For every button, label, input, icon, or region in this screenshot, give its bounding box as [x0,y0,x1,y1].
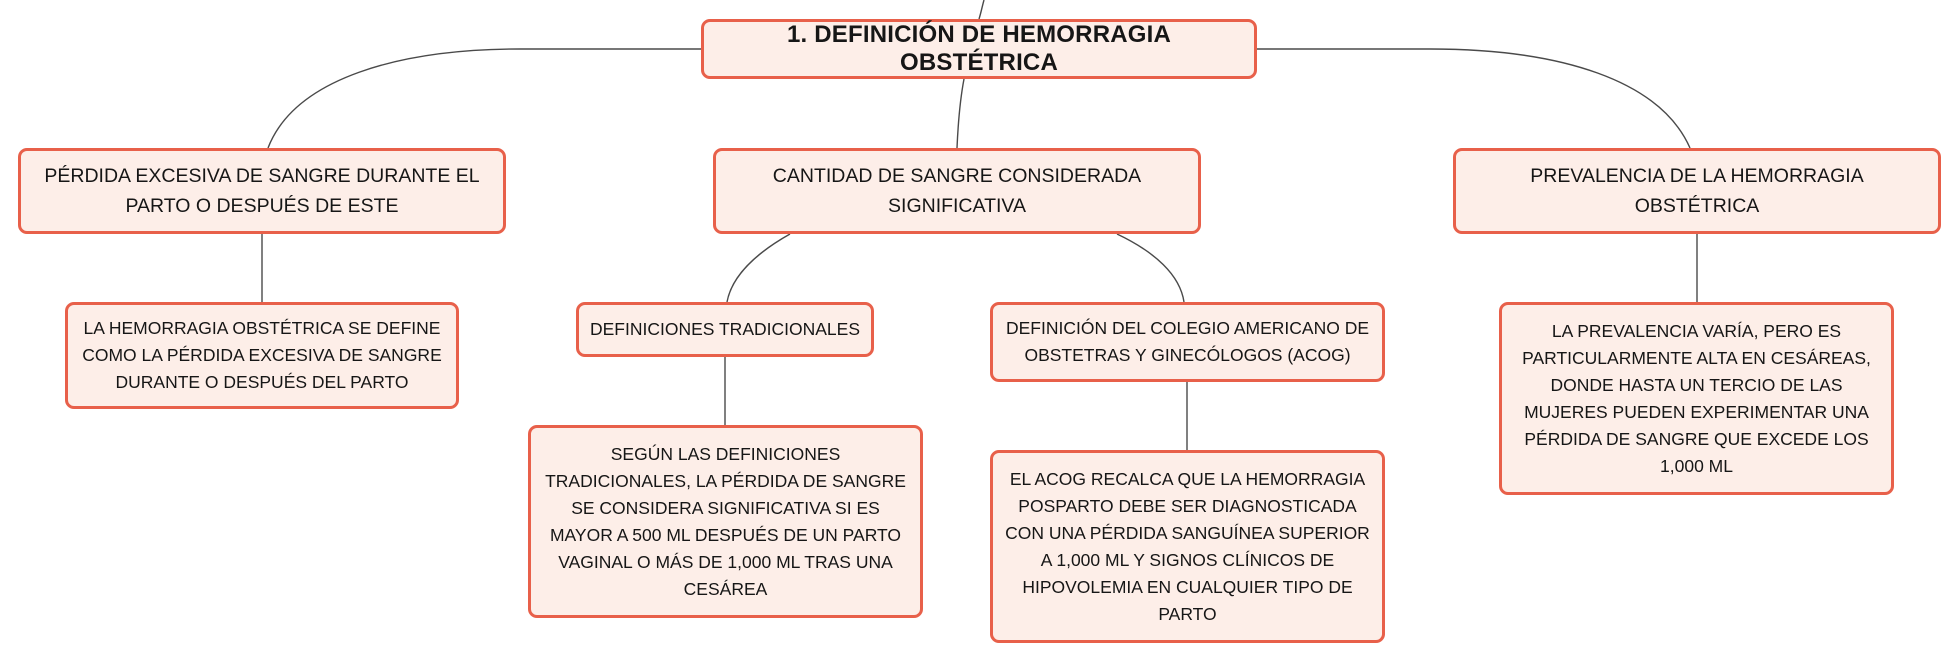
detail-node-tradicionales[interactable] [528,425,923,618]
topic-node-perdida-excesiva[interactable] [18,148,506,234]
topic-node-prevalencia[interactable] [1453,148,1941,234]
detail-label: SEGÚN LAS DEFINICIONES TRADICIONALES, LA PÉRDIDA DE SANGRE SE CONSIDERA SIGNIFICATIVA SI ES MAYOR A 500 ML DESPUÉS DE UN PARTO VAGINAL O MÁS DE 1,000 ML TRAS UNA CESÁREA [545,443,906,599]
detail-node-acog[interactable] [990,450,1385,643]
connector-root-to-prevalencia [1257,49,1690,148]
topic-node-cantidad-sangre[interactable] [713,148,1201,234]
root-topic-label: 1. DEFINICIÓN DE HEMORRAGIA OBSTÉTRICA [786,21,1172,76]
subtopic-node-definiciones-tradicionales[interactable] [576,302,874,357]
subtopic-label: DEFINICIÓN DEL COLEGIO AMERICANO DE OBSTETRAS Y GINECÓLOGOS (ACOG) [1005,318,1370,365]
subtopic-node-acog[interactable] [990,302,1385,382]
connector-cantidad-to-acog [1117,234,1184,302]
connector-cantidad-to-tradicionales [727,234,790,302]
connector-parent-to-root [979,0,984,19]
topic-label: PÉRDIDA EXCESIVA DE SANGRE DURANTE EL PARTO O DESPUÉS DE ESTE [44,165,480,217]
connector-root-to-cantidad [957,79,964,148]
connector-root-to-perdida [268,49,701,148]
detail-label: EL ACOG RECALCA QUE LA HEMORRAGIA POSPARTO DEBE SER DIAGNOSTICADA CON UNA PÉRDIDA SANGUÍNEA SUPERIOR A 1,000 ML Y SIGNOS CLÍNICOS DE HIPOVOLEMIA EN CUALQUIER TIPO DE PARTO [1005,468,1370,624]
topic-label: PREVALENCIA DE LA HEMORRAGIA OBSTÉTRICA [1530,165,1864,217]
detail-label: LA PREVALENCIA VARÍA, PERO ES PARTICULARMENTE ALTA EN CESÁREAS, DONDE HASTA UN TERCIO DE LAS MUJERES PUEDEN EXPERIMENTAR UNA PÉRDIDA DE SANGRE QUE EXCEDE LOS 1,000 ML [1522,320,1871,476]
root-topic-node[interactable] [701,19,1257,79]
subtopic-label: LA HEMORRAGIA OBSTÉTRICA SE DEFINE COMO LA PÉRDIDA EXCESIVA DE SANGRE DURANTE O DESPUÉS DEL PARTO [82,318,442,392]
subtopic-label: DEFINICIONES TRADICIONALES [589,319,860,339]
detail-node-prevalencia[interactable] [1499,302,1894,495]
topic-label: CANTIDAD DE SANGRE CONSIDERADA SIGNIFICATIVA [772,165,1142,217]
subtopic-node-definicion[interactable] [65,302,459,409]
